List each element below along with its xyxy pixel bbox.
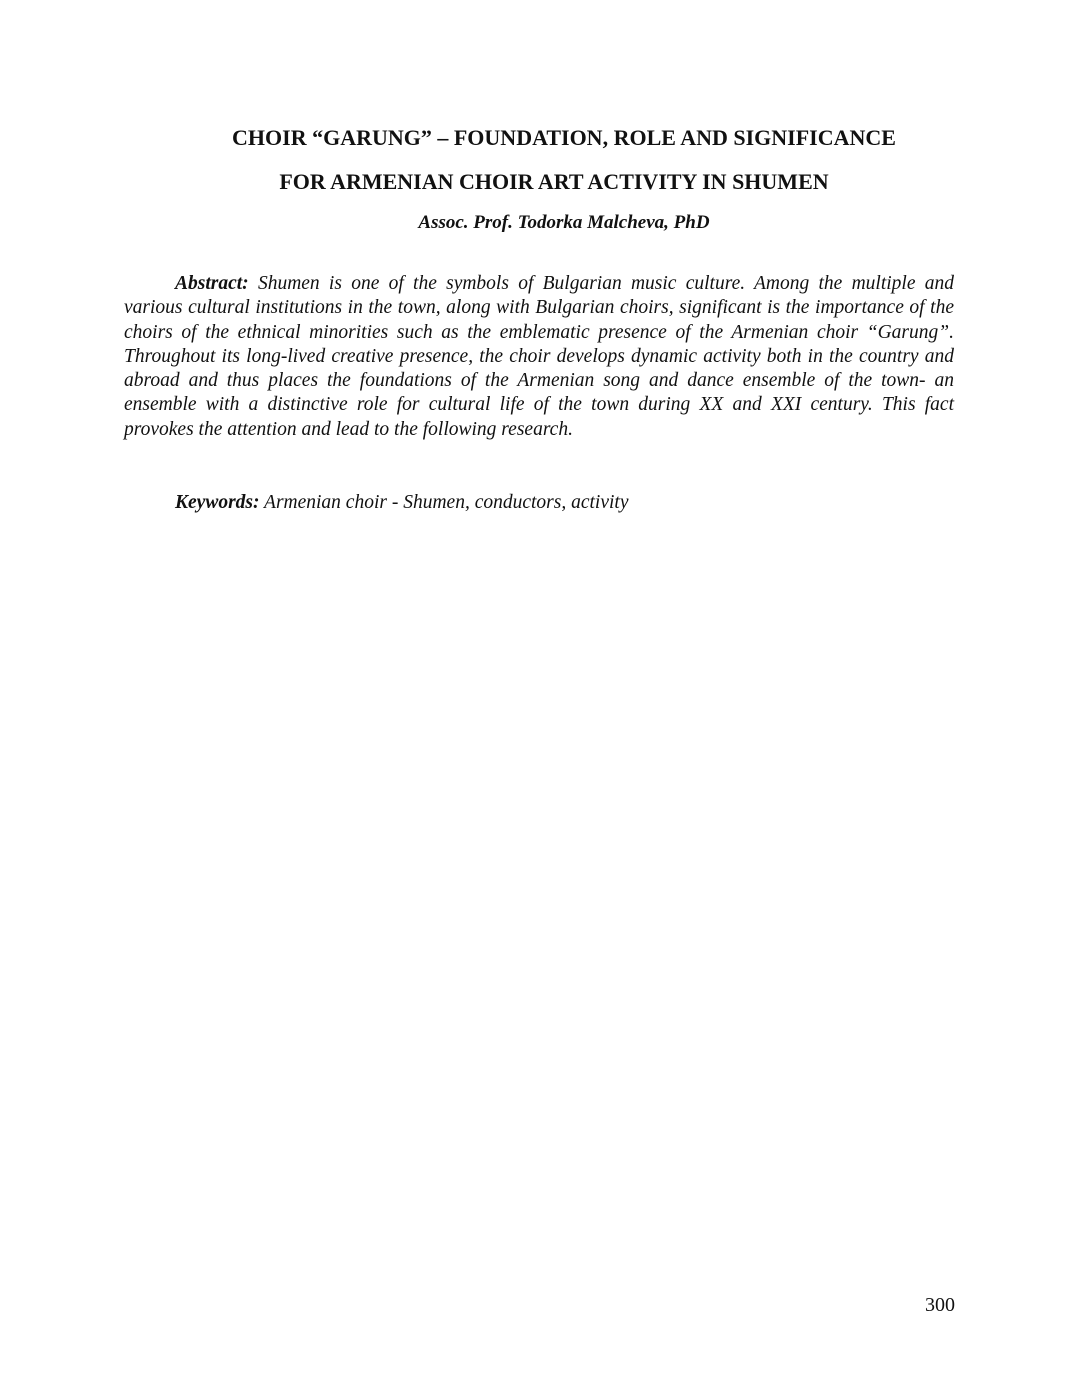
abstract-text: Shumen is one of the symbols of Bulgarian music culture. Among the multiple and various cultural institutions in the town, along with Bulgarian choirs, significant is the importance of the choirs of the ethnical minorities such as the emblematic presence of the Armenian choir “Garung”. Throughout its long-lived creative presence, the choir develops dynamic activity both in the country and abroad and thus places the foundations of the Armenian song and dance ensemble of the town- an ensemble with a distinctive role for cultural life of the town during XX and XXI century. This fact provokes the attention and lead to the following research. bbox=[124, 273, 955, 440]
paper-title-line-1: CHOIR “GARUNG” – FOUNDATION, ROLE AND SIGNIFICANCE bbox=[232, 125, 896, 150]
keywords-label: Keywords: bbox=[175, 492, 260, 513]
keywords-paragraph bbox=[124, 491, 954, 515]
paper-title-line-2: FOR ARMENIAN CHOIR ART ACTIVITY IN SHUMEN bbox=[279, 169, 829, 194]
abstract-paragraph bbox=[124, 272, 954, 442]
page-number: 300 bbox=[925, 1294, 955, 1316]
abstract-label: Abstract: bbox=[175, 273, 249, 294]
keywords-text: Armenian choir - Shumen, conductors, activity bbox=[264, 492, 629, 513]
author-line: Assoc. Prof. Todorka Malcheva, PhD bbox=[418, 212, 710, 233]
